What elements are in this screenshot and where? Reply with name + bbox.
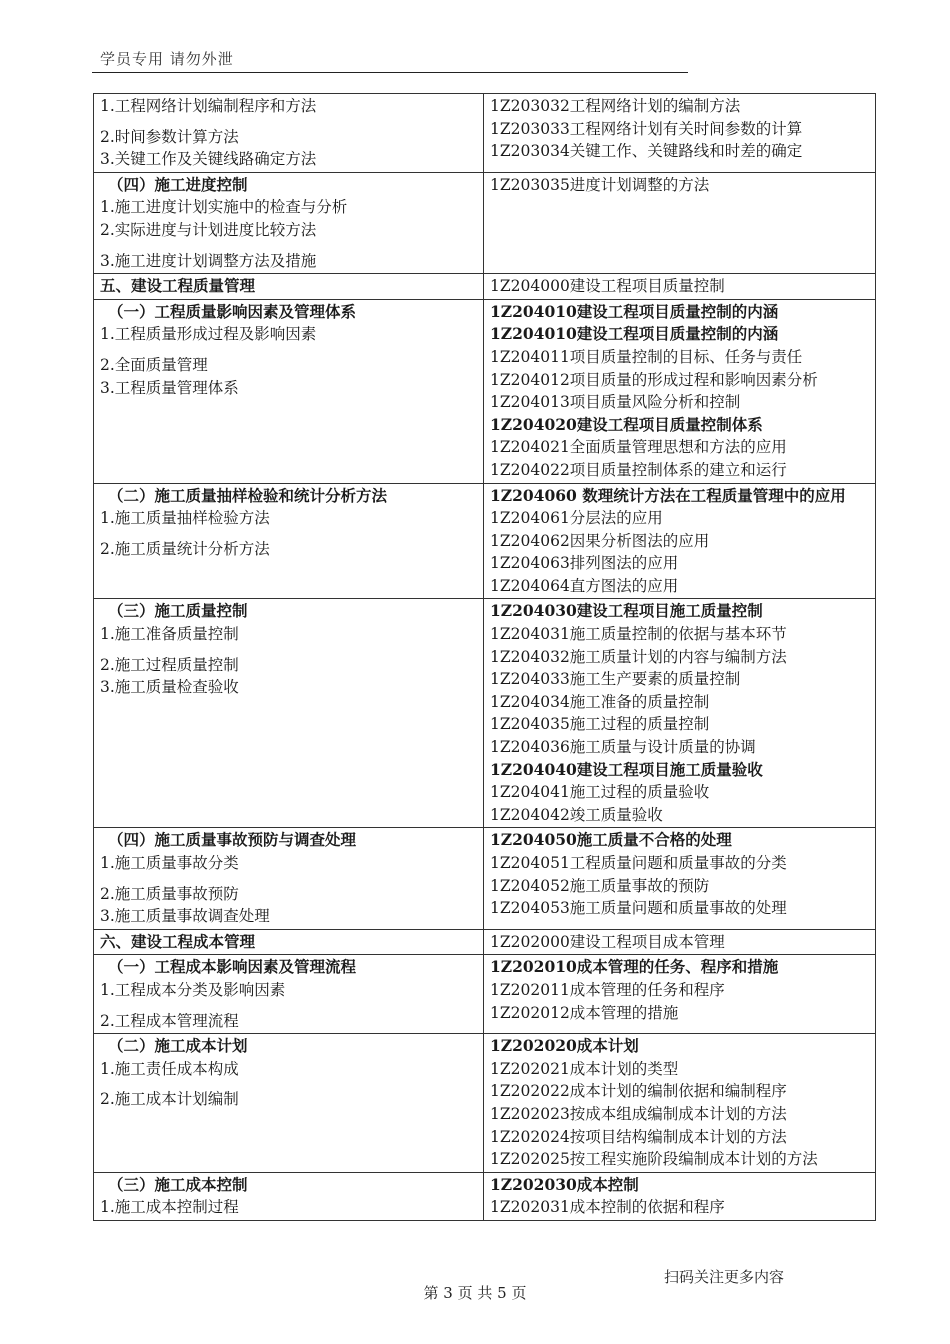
section-heading: 1Z204010建设工程项目质量控制的内涵: [490, 324, 779, 344]
list-item: 1Z204000建设工程项目质量控制: [490, 277, 725, 296]
list-item: 3.施工质量事故调查处理: [100, 907, 270, 926]
page-number: 第 3 页 共 5 页: [423, 1284, 527, 1302]
list-item: 2.施工质量事故预防: [100, 884, 239, 903]
list-item: 1Z204013项目质量风险分析和控制: [490, 393, 741, 412]
list-item: 1Z204053施工质量问题和质量事故的处理: [490, 899, 787, 918]
list-item: 1Z202011成本管理的任务和程序: [490, 980, 725, 999]
syllabus-topic-cell: [94, 483, 484, 599]
syllabus-topic-cell: [94, 929, 484, 955]
list-item: 1Z204035施工过程的质量控制: [490, 715, 710, 734]
table-row: [94, 483, 876, 599]
syllabus-topic-cell: [94, 1172, 484, 1220]
syllabus-code-cell: [484, 828, 876, 929]
syllabus-code-cell: [484, 955, 876, 1034]
list-item: 1Z204064直方图法的应用: [490, 576, 679, 595]
syllabus-code-cell: [484, 1172, 876, 1220]
syllabus-code-cell: [484, 1034, 876, 1173]
table-row: [94, 274, 876, 300]
syllabus-topic-cell: [94, 955, 484, 1034]
list-item: 1Z204041施工过程的质量验收: [490, 783, 710, 802]
syllabus-code-cell: [484, 483, 876, 599]
list-item: 1Z203034关键工作、关键路线和时差的确定: [490, 142, 803, 161]
page-header: 学员专用 请勿外泄: [100, 50, 234, 68]
list-item: 1Z204031施工质量控制的依据与基本环节: [490, 625, 787, 644]
section-heading: （三）施工成本控制: [108, 1174, 248, 1194]
syllabus-code-cell: [484, 929, 876, 955]
section-heading: （四）施工进度控制: [108, 174, 248, 194]
syllabus-topic-cell: [94, 1034, 484, 1173]
list-item: 1Z202022成本计划的编制依据和编制程序: [490, 1082, 787, 1101]
section-heading: （二）施工质量抽样检验和统计分析方法: [108, 485, 388, 505]
syllabus-code-cell: [484, 94, 876, 173]
section-heading: 1Z204010建设工程项目质量控制的内涵: [490, 301, 779, 321]
list-item: 1Z204022项目质量控制体系的建立和运行: [490, 460, 787, 479]
list-item: 1.施工成本控制过程: [100, 1198, 239, 1217]
list-item: 1.施工质量抽样检验方法: [100, 509, 270, 528]
syllabus-topic-cell: [94, 299, 484, 483]
list-item: 2.施工质量统计分析方法: [100, 539, 270, 558]
syllabus-topic-cell: [94, 172, 484, 273]
syllabus-code-cell: [484, 299, 876, 483]
list-item: 3.关键工作及关键线路确定方法: [100, 150, 317, 169]
list-item: 3.工程质量管理体系: [100, 378, 239, 397]
list-item: 1Z204052施工质量事故的预防: [490, 876, 710, 895]
list-item: 1Z202021成本计划的类型: [490, 1059, 679, 1078]
section-heading: 1Z202030成本控制: [490, 1174, 639, 1194]
syllabus-code-cell: [484, 599, 876, 828]
list-item: 3.施工进度计划调整方法及措施: [100, 251, 317, 270]
section-heading: 六、建设工程成本管理: [100, 931, 256, 951]
section-heading: （三）施工质量控制: [108, 601, 248, 621]
list-item: 1Z204012项目质量的形成过程和影响因素分析: [490, 370, 818, 389]
list-item: 1.施工质量事故分类: [100, 854, 239, 872]
section-heading: 1Z204060 数理统计方法在工程质量管理中的应用: [490, 485, 846, 505]
list-item: 2.施工过程质量控制: [100, 655, 239, 674]
section-heading: 1Z204040建设工程项目施工质量验收: [490, 759, 763, 779]
list-item: 1Z204036施工质量与设计质量的协调: [490, 738, 756, 757]
list-item: 1Z204051工程质量问题和质量事故的分类: [490, 854, 787, 872]
header-rule: [92, 72, 688, 73]
list-item: 1Z204034施工准备的质量控制: [490, 692, 710, 711]
list-item: 1Z204063排列图法的应用: [490, 554, 679, 573]
section-heading: （一）工程质量影响因素及管理体系: [108, 301, 357, 321]
table-row: [94, 299, 876, 483]
list-item: 1Z203035进度计划调整的方法: [490, 175, 710, 194]
syllabus-table: [93, 93, 876, 1221]
table-row: [94, 94, 876, 173]
section-heading: 1Z204050施工质量不合格的处理: [490, 830, 732, 850]
section-heading: 1Z204020建设工程项目质量控制体系: [490, 414, 763, 434]
syllabus-topic-cell: [94, 599, 484, 828]
list-item: 1.施工准备质量控制: [100, 625, 239, 644]
syllabus-code-cell: [484, 274, 876, 300]
list-item: 1.工程成本分类及影响因素: [100, 980, 286, 999]
section-heading: 1Z202010成本管理的任务、程序和措施: [490, 957, 779, 977]
list-item: 1Z204032施工质量计划的内容与编制方法: [490, 647, 787, 666]
list-item: 1Z204042竣工质量验收: [490, 805, 663, 824]
table-row: [94, 1034, 876, 1173]
list-item: 1Z202012成本管理的措施: [490, 1003, 679, 1022]
table-row: [94, 828, 876, 929]
list-item: 2.时间参数计算方法: [100, 127, 239, 146]
list-item: 1.工程网络计划编制程序和方法: [100, 97, 317, 115]
list-item: 1Z202031成本控制的依据和程序: [490, 1198, 725, 1217]
list-item: 1.工程质量形成过程及影响因素: [100, 325, 317, 344]
syllabus-table-body: [94, 94, 876, 1221]
syllabus-code-cell: [484, 172, 876, 273]
footer-note: 扫码关注更多内容: [664, 1268, 785, 1286]
list-item: 1Z204011项目质量控制的目标、任务与责任: [490, 347, 803, 366]
list-item: 1Z203033工程网络计划有关时间参数的计算: [490, 119, 803, 138]
table-row: [94, 172, 876, 273]
list-item: 2.全面质量管理: [100, 355, 208, 374]
list-item: 1Z204033施工生产要素的质量控制: [490, 670, 741, 689]
list-item: 1.施工进度计划实施中的检查与分析: [100, 198, 348, 217]
syllabus-topic-cell: [94, 828, 484, 929]
list-item: 1Z202023按成本组成编制成本计划的方法: [490, 1104, 787, 1123]
list-item: 2.实际进度与计划进度比较方法: [100, 220, 317, 239]
table-row: [94, 1172, 876, 1220]
section-heading: （四）施工质量事故预防与调查处理: [108, 830, 357, 850]
list-item: 1Z204062因果分析图法的应用: [490, 531, 710, 550]
section-heading: 1Z202020成本计划: [490, 1036, 639, 1056]
list-item: 2.施工成本计划编制: [100, 1090, 239, 1109]
section-heading: （二）施工成本计划: [108, 1036, 248, 1056]
list-item: 2.工程成本管理流程: [100, 1011, 239, 1030]
list-item: 1Z202024按项目结构编制成本计划的方法: [490, 1127, 787, 1146]
list-item: 1Z202025按工程实施阶段编制成本计划的方法: [490, 1150, 818, 1169]
section-heading: 1Z204030建设工程项目施工质量控制: [490, 601, 763, 621]
list-item: 1Z203032工程网络计划的编制方法: [490, 97, 741, 115]
section-heading: （一）工程成本影响因素及管理流程: [108, 957, 357, 977]
table-row: [94, 599, 876, 828]
list-item: 1Z202000建设工程项目成本管理: [490, 932, 725, 951]
list-item: 1Z204021全面质量管理思想和方法的应用: [490, 438, 787, 457]
syllabus-topic-cell: [94, 94, 484, 173]
list-item: 1.施工责任成本构成: [100, 1059, 239, 1078]
section-heading: 五、建设工程质量管理: [100, 276, 256, 296]
list-item: 3.施工质量检查验收: [100, 678, 239, 697]
list-item: 1Z204061分层法的应用: [490, 509, 663, 528]
table-row: [94, 929, 876, 955]
syllabus-topic-cell: [94, 274, 484, 300]
table-row: [94, 955, 876, 1034]
